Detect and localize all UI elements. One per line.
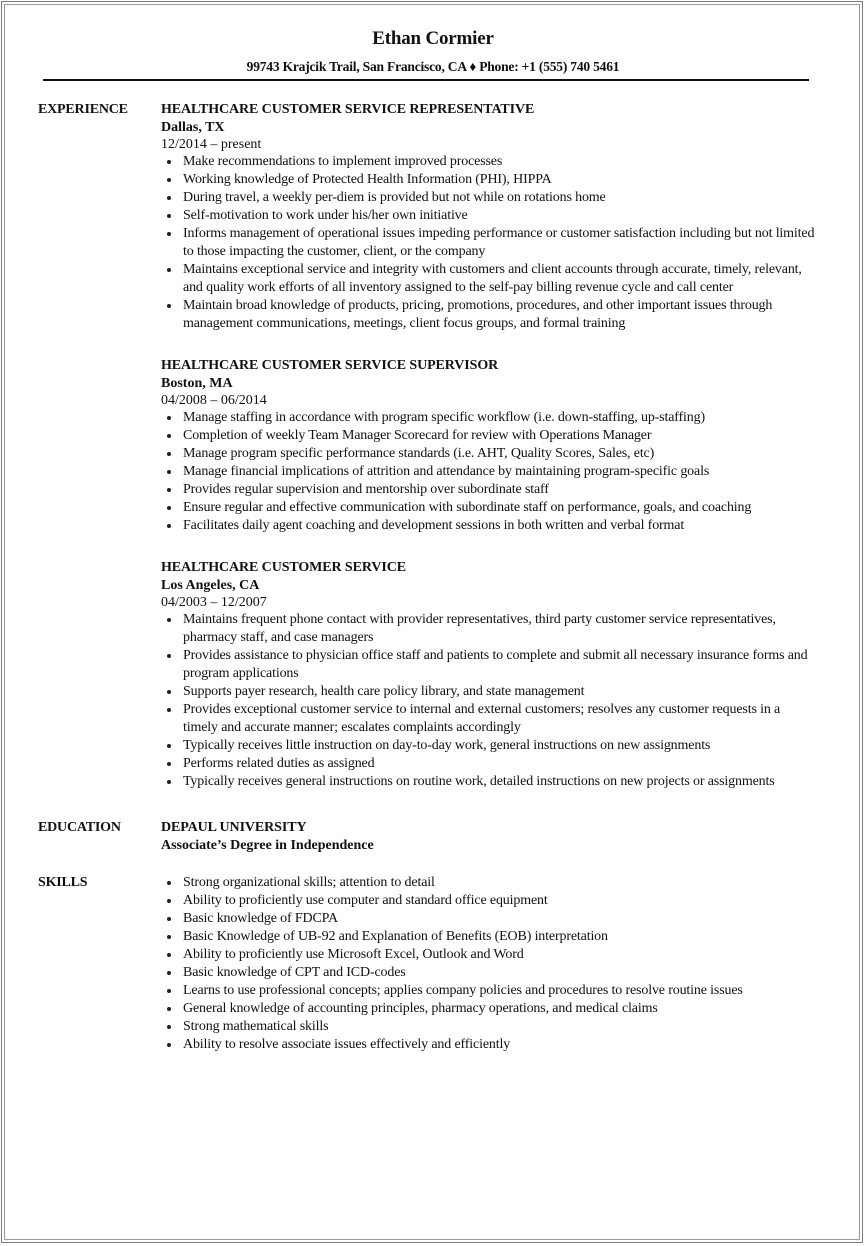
job-title: HEALTHCARE CUSTOMER SERVICE SUPERVISOR [161,358,499,373]
job-dates: 12/2014 – present [161,137,262,152]
bullet-item [161,683,818,701]
skill-text: Strong mathematical skills [183,1019,329,1034]
skill-text: Ability to proficiently use Microsoft Excel, Outlook and Word [183,947,524,962]
bullet-text: Manage staffing in accordance with program specific workflow (i.e. down-staffing, up-staffing) [183,410,706,425]
bullet-item [161,463,818,481]
job-entry [161,101,818,333]
bullet-text: Typically receives little instruction on day-to-day work, general instructions on new assignments [183,738,711,753]
skill-item [161,946,818,964]
skill-text: Basic knowledge of CPT and ICD-codes [183,965,406,980]
bullet-text: Manage program specific performance standards (i.e. AHT, Quality Scores, Sales, etc) [183,446,655,461]
bullet-item [161,701,818,737]
education-section [38,819,818,854]
resume-header [0,27,866,76]
experience-section [38,101,818,815]
skills-section [38,874,818,1054]
bullet-item [161,499,818,517]
bullet-icon [167,708,171,712]
skill-item [161,892,818,910]
bullet-text: Maintain broad knowledge of products, pricing, promotions, procedures, and other important issues through management communications, meetings, client focus groups, and formal training [183,298,773,331]
skill-item [161,1018,818,1036]
bullet-item [161,297,818,333]
bullet-icon [167,506,171,510]
bullet-icon [167,989,171,993]
bullet-text: Ensure regular and effective communication with subordinate staff on performance, goals, and coaching [183,500,752,515]
bullet-item [161,611,818,647]
skill-item [161,982,818,1000]
bullet-text: Self-motivation to work under his/her own initiative [183,208,468,223]
skill-item [161,964,818,982]
bullet-icon [167,654,171,658]
skill-text: Learns to use professional concepts; applies company policies and procedures to resolve routine issues [183,983,743,998]
bullet-icon [167,160,171,164]
bullet-item [161,647,818,683]
bullet-text: Maintains exceptional service and integrity with customers and client accounts through accurate, timely, relevant, and quality work efforts of all inventory assigned to the self-pay billing revenue cycle and call center [183,262,802,295]
skill-text: General knowledge of accounting principles, pharmacy operations, and medical claims [183,1001,658,1016]
skill-item [161,874,818,892]
candidate-name: Ethan Cormier [372,28,494,49]
skill-item [161,1036,818,1054]
resume-content [38,101,818,1054]
bullet-icon [167,899,171,903]
bullet-icon [167,488,171,492]
bullet-item [161,481,818,499]
bullet-text: Manage financial implications of attrition and attendance by maintaining program-specific goals [183,464,710,479]
bullet-text: Make recommendations to implement improved processes [183,154,503,169]
bullet-icon [167,690,171,694]
skills-list [161,874,818,1054]
job-title: HEALTHCARE CUSTOMER SERVICE [161,560,406,575]
bullet-icon [167,744,171,748]
bullet-icon [167,268,171,272]
bullet-icon [167,935,171,939]
skills-body [161,874,818,1054]
bullet-item [161,755,818,773]
bullet-icon [167,762,171,766]
bullet-icon [167,196,171,200]
job-location: Dallas, TX [161,120,225,135]
school-name: DEPAUL UNIVERSITY [161,820,307,835]
bullet-icon [167,917,171,921]
bullet-item [161,261,818,297]
bullet-icon [167,452,171,456]
job-bullets [161,611,818,791]
bullet-item [161,207,818,225]
bullet-icon [167,780,171,784]
bullet-text: Facilitates daily agent coaching and development sessions in both written and verbal format [183,518,685,533]
bullet-text: Completion of weekly Team Manager Scorecard for review with Operations Manager [183,428,652,443]
job-entry [161,559,818,791]
bullet-icon [167,214,171,218]
education-heading: EDUCATION [38,820,121,835]
skill-text: Ability to proficiently use computer and standard office equipment [183,893,548,908]
bullet-item [161,445,818,463]
contact-line: 99743 Krajcik Trail, San Francisco, CA ♦ Phone: +1 (555) 740 5461 [246,59,620,74]
bullet-item [161,171,818,189]
job-dates: 04/2003 – 12/2007 [161,595,267,610]
skill-text: Strong organizational skills; attention to detail [183,875,435,890]
bullet-icon [167,1043,171,1047]
bullet-icon [167,470,171,474]
bullet-icon [167,524,171,528]
bullet-icon [167,618,171,622]
bullet-item [161,153,818,171]
bullet-item [161,773,818,791]
bullet-text: Provides assistance to physician office staff and patients to complete and submit all necessary insurance forms and program applications [183,648,808,681]
bullet-text: Supports payer research, health care policy library, and state management [183,684,585,699]
degree-name: Associate’s Degree in Independence [161,838,374,853]
skill-text: Basic Knowledge of UB-92 and Explanation of Benefits (EOB) interpretation [183,929,608,944]
bullet-icon [167,434,171,438]
skill-item [161,928,818,946]
skills-heading: SKILLS [38,875,88,890]
bullet-icon [167,232,171,236]
bullet-text: Provides regular supervision and mentorship over subordinate staff [183,482,549,497]
bullet-item [161,427,818,445]
job-dates: 04/2008 – 06/2014 [161,393,267,408]
education-body [161,819,818,854]
bullet-text: Typically receives general instructions on routine work, detailed instructions on new projects or assignments [183,774,775,789]
bullet-icon [167,416,171,420]
job-title: HEALTHCARE CUSTOMER SERVICE REPRESENTATIVE [161,102,535,117]
bullet-text: During travel, a weekly per-diem is provided but not while on rotations home [183,190,606,205]
bullet-icon [167,881,171,885]
bullet-text: Maintains frequent phone contact with provider representatives, third party customer service representatives, pharmacy staff, and case managers [183,612,776,645]
skill-text: Ability to resolve associate issues effectively and efficiently [183,1037,511,1052]
bullet-icon [167,971,171,975]
job-bullets [161,409,818,535]
experience-body [161,101,818,815]
bullet-icon [167,1007,171,1011]
bullet-item [161,737,818,755]
bullet-icon [167,1025,171,1029]
bullet-item [161,409,818,427]
skill-item [161,1000,818,1018]
header-divider [43,79,809,81]
bullet-icon [167,178,171,182]
job-bullets [161,153,818,333]
skill-item [161,910,818,928]
bullet-item [161,517,818,535]
experience-heading: EXPERIENCE [38,102,128,117]
bullet-item [161,225,818,261]
bullet-text: Provides exceptional customer service to internal and external customers; resolves any customer requests in a timely and accurate manner; escalates complaints accordingly [183,702,781,735]
bullet-text: Informs management of operational issues impeding performance or customer satisfaction including but not limited to those impacting the customer, client, or the company [183,226,815,259]
job-location: Boston, MA [161,376,233,391]
bullet-item [161,189,818,207]
job-location: Los Angeles, CA [161,578,260,593]
bullet-icon [167,953,171,957]
skill-text: Basic knowledge of FDCPA [183,911,338,926]
bullet-text: Working knowledge of Protected Health Information (PHI), HIPPA [183,172,552,187]
job-entry [161,357,818,535]
bullet-icon [167,304,171,308]
bullet-text: Performs related duties as assigned [183,756,375,771]
